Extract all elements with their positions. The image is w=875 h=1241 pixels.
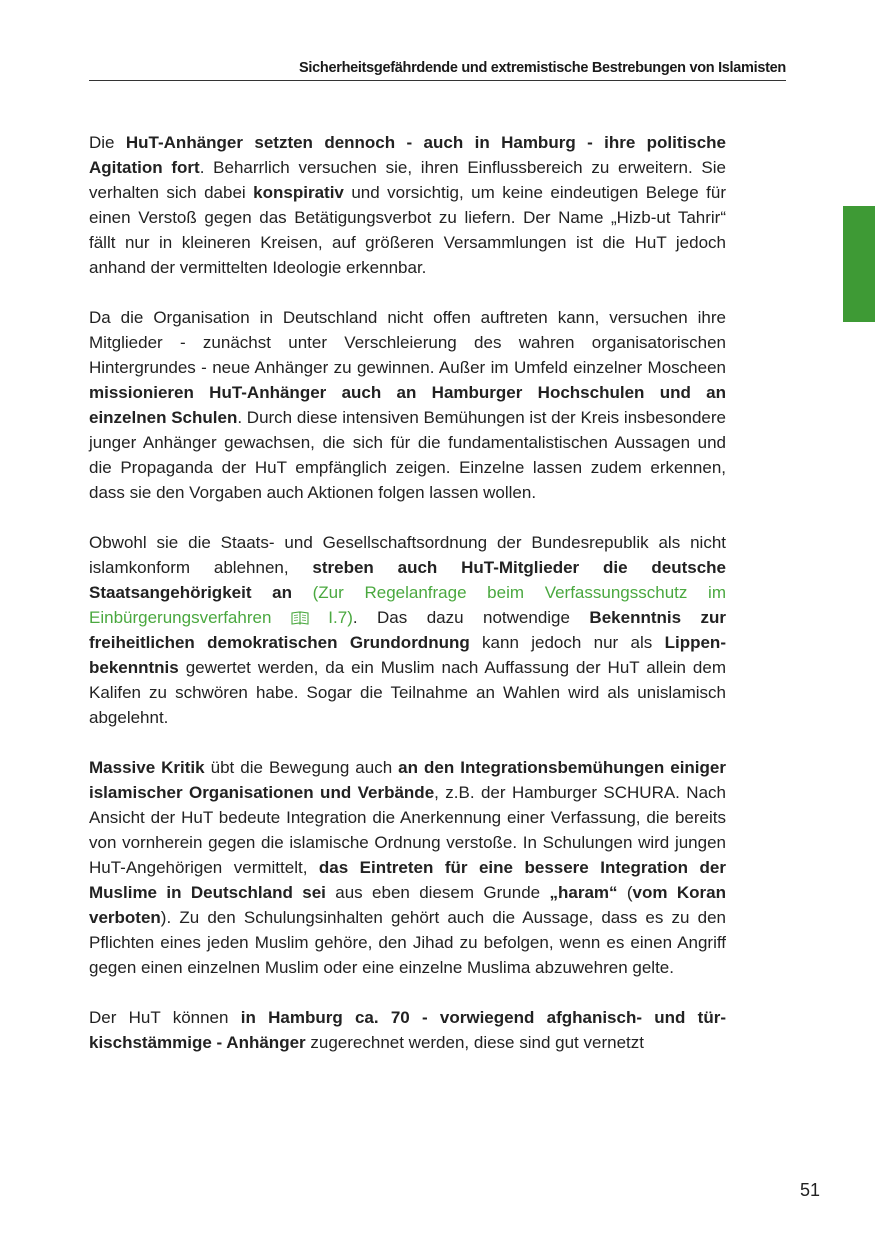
paragraph-3	[89, 530, 726, 730]
text-run: kann jedoch nur als	[469, 633, 665, 652]
chapter-tab-marker	[843, 206, 875, 322]
bold-run: in Hamburg ca. 70 - vorwiegend afghanisch- und türkischstämmige - Anhänger	[89, 1008, 726, 1052]
text-run: Die	[89, 133, 126, 152]
bold-run: streben auch HuT-Mitglieder die deutsche Staatsangehörigkeit an	[89, 558, 726, 602]
text-run: . Durch diese intensiven Bemühungen ist der Kreis insbesondere junger Anhänger gewachsen, die sich für die fundamentalistischen Aussagen und die Propaganda der HuT empfänglich zeigen. Einzelne lassen zudem erkennen, dass sie den Vorgaben auch Aktionen folgen lassen wollen.	[89, 408, 726, 502]
text-run: Obwohl sie die Staats- und Gesellschaftsordnung der Bundesrepublik als nicht islamkonform ablehnen,	[89, 533, 726, 577]
paragraph-1	[89, 130, 726, 280]
paragraph-4	[89, 755, 726, 980]
bold-run: vom Koran verboten	[89, 883, 726, 927]
text-run	[292, 583, 313, 602]
text-run: ). Zu den Schulungsinhalten gehört auch die Aussage, dass es zu den Pflichten eines jeden Muslim gehöre, den Jihad zu befolgen, wenn es einen Angriff gegen einen einzelnen Muslim oder eine einzelne Muslima abzuwehren gelte.	[89, 908, 726, 977]
header-rule	[89, 80, 786, 81]
bold-run: Massive Kritik	[89, 758, 205, 777]
bold-run: Lippenbekenntnis	[89, 633, 726, 677]
text-run: zugerechnet werden, diese sind gut vernetzt	[305, 1033, 644, 1052]
text-run: gewertet werden, da ein Muslim nach Auffassung der HuT allein dem Kalifen zu schwören habe. Sogar die Teilnahme an Wahlen wird als unislamisch abgelehnt.	[89, 658, 726, 727]
bold-run: Bekenntnis zur freiheitlichen demokratischen Grundordnung	[89, 608, 726, 652]
text-run: übt die Bewegung auch	[204, 758, 399, 777]
text-run: (	[617, 883, 633, 902]
cross-reference-section: I.7)	[308, 608, 353, 627]
text-run: und vorsichtig, um keine eindeutigen Belege für einen Verstoß gegen das Betätigungsverbot zu liefern. Der Name „Hizb-ut Tahrir“ fällt nur in kleineren Kreisen, auf größeren Versammlungen ist die HuT jedoch anhand der vermittelten Ideologie erkennbar.	[89, 183, 726, 277]
text-run: . Das dazu notwendige	[352, 608, 590, 627]
text-run: aus eben diesem Grunde	[325, 883, 550, 902]
paragraph-2	[89, 305, 726, 505]
text-run: Da die Organisation in Deutschland nicht offen auftreten kann, versuchen ihre Mitglieder - zunächst unter Verschleierung des wahren organisatorischen Hintergrundes - neue Anhänger zu gewinnen. Außer im Umfeld einzelner Moscheen	[89, 308, 726, 377]
bold-run: „haram“	[549, 883, 618, 902]
paragraph-5	[89, 1005, 726, 1055]
text-run: , z.B. der Hamburger SCHURA. Nach Ansicht der HuT bedeute Integration die Anerkennung einer Verfassung, die bereits von vornherein gegen die islamische Ordnung verstoße. In Schulungen wird jungen HuT-Angehörigen vermittelt,	[89, 783, 726, 877]
bold-run: HuT-Anhänger setzten dennoch - auch in Hamburg - ihre politische Agitation fort	[89, 133, 727, 177]
page-number: 51	[799, 1180, 820, 1200]
bold-run: missionieren HuT-Anhänger auch an Hamburger Hochschulen und an einzelnen Schulen	[89, 383, 726, 427]
cross-reference-text: (Zur Regelanfrage beim Verfassungsschutz im Einbürgerungsverfahren	[89, 583, 726, 627]
running-header: Sicherheitsgefährdende und extremistische Bestrebungen von Islamisten	[299, 60, 786, 76]
bold-run: an den Integrationsbemühungen einiger islamischer Organisationen und Verbände	[89, 758, 726, 802]
text-run: Der HuT können	[89, 1008, 241, 1027]
book-icon	[291, 611, 309, 625]
bold-run: konspirativ	[253, 183, 344, 202]
text-run: . Beharrlich versuchen sie, ihren Einflussbereich zu erweitern. Sie verhalten sich dabei	[89, 158, 726, 202]
body-text	[89, 130, 726, 1080]
bold-run: das Eintreten für eine bessere Integration der Muslime in Deutschland sei	[89, 858, 726, 902]
